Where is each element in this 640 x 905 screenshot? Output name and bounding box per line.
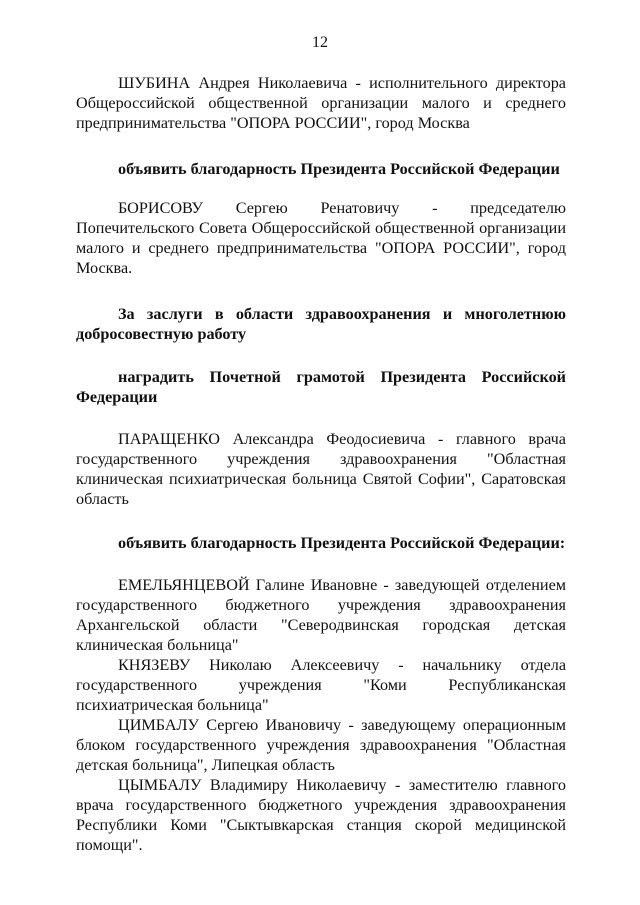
section-heading-gratitude-list: объявить благодарность Президента Российской Федерации:	[118, 534, 566, 552]
section-heading-healthcare: За заслуги в области здравоохранения и многолетнюю добросовестную работу	[76, 305, 566, 343]
award-entry-tsimbal: ЦИМБАЛУ Сергею Ивановичу - заведующему операционным блоком государственного учреждения здравоохранения "Областная детская больница", Липецкая область	[76, 716, 566, 774]
page-number: 12	[312, 34, 328, 51]
section-heading-certificate: наградить Почетной грамотой Президента Российской Федерации	[76, 368, 566, 406]
award-entry-emelyantseva: ЕМЕЛЬЯНЦЕВОЙ Галине Ивановне - заведующей отделением государственного бюджетного учреждения здравоохранения Архангельской области "Северодвинская городская детская клиническая больница"	[76, 576, 566, 654]
document-body	[76, 73, 566, 855]
award-entry-parashchenko: ПАРАЩЕНКО Александра Феодосиевича - главного врача государственного учреждения здравоохранения "Областная клиническая психиатрическая больница Святой Софии", Саратовская область	[76, 430, 566, 508]
award-entry-borisov: БОРИСОВУ Сергею Ренатовичу - председателю Попечительского Совета Общероссийской общественной организации малого и среднего предпринимательства "ОПОРА РОССИИ", город Москва.	[76, 199, 566, 277]
award-entry-shubin: ШУБИНА Андрея Николаевича - исполнительного директора Общероссийской общественной организации малого и среднего предпринимательства "ОПОРА РОССИИ", город Москва	[76, 74, 566, 132]
award-entry-tsymbal: ЦЫМБАЛУ Владимиру Николаевичу - заместителю главного врача государственного бюджетного учреждения здравоохранения Республики Коми "Сыктывкарская станция скорой медицинской помощи".	[76, 776, 566, 854]
section-heading-gratitude: объявить благодарность Президента Российской Федерации	[118, 160, 560, 178]
award-entry-knyazev: КНЯЗЕВУ Николаю Алексеевичу - начальнику отдела государственного учреждения "Коми Республиканская психиатрическая больница"	[76, 656, 566, 714]
